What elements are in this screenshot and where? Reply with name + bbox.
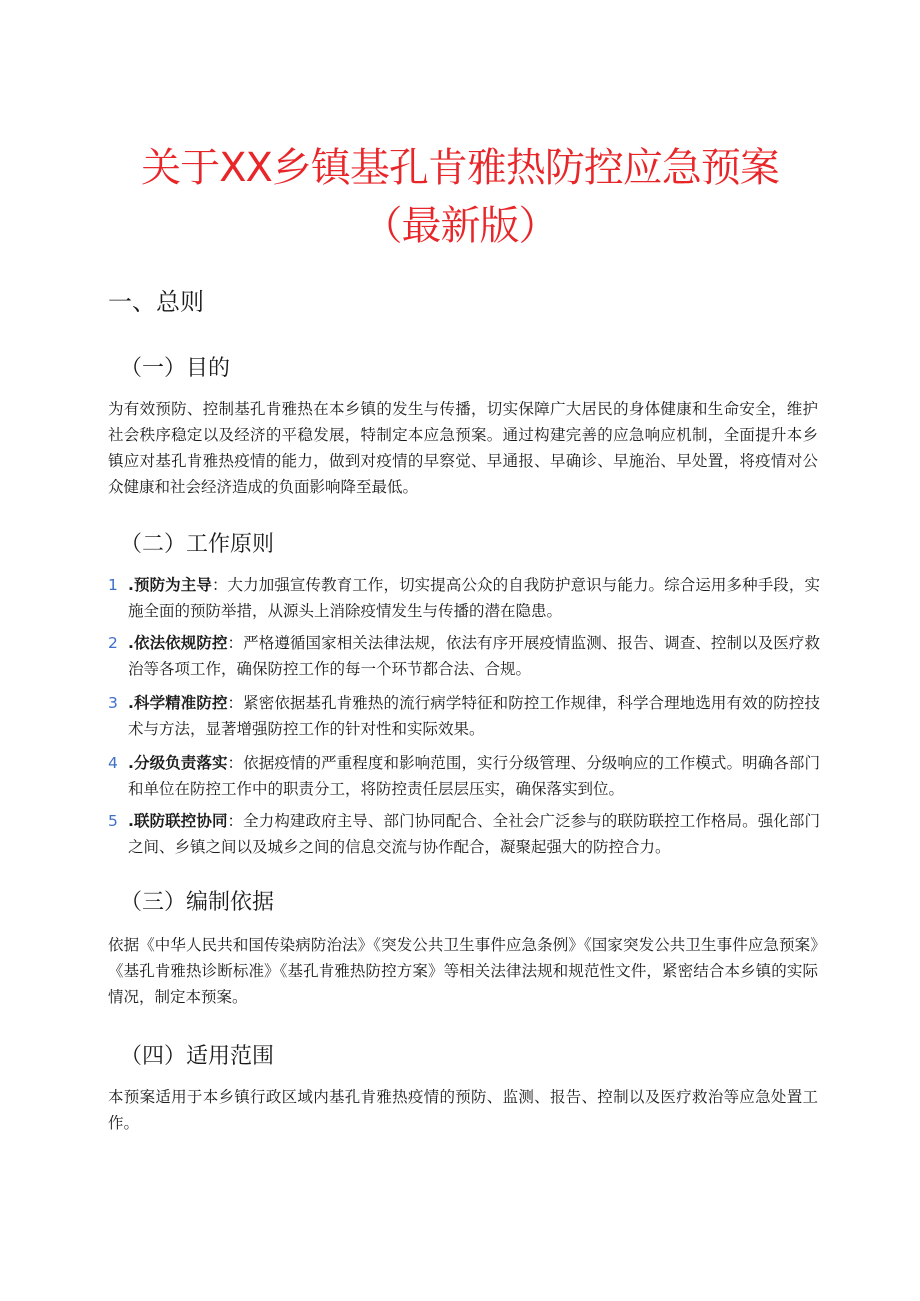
principle-item [108,750,820,802]
principle-text: ：依据疫情的严重程度和影响范围，实行分级管理、分级响应的工作模式。明确各部门和单位在防控工作中的职责分工，将防控责任层层压实，确保落实到位。 [128,754,820,798]
subheading-principles: （二）工作原则 [120,532,275,557]
subheading-purpose: （一）目的 [120,356,231,381]
document-subtitle: （最新版） [362,203,558,249]
list-number: 3 [108,694,118,712]
principle-text: ：严格遵循国家相关法律法规，依法有序开展疫情监测、报告、调查、控制以及医疗救治等各项工作，确保防控工作的每一个环节都合法、合规。 [128,634,820,678]
principle-item [108,572,820,624]
section-heading-general: 一、总则 [108,288,204,316]
document-title: 关于XX乡镇基孔肯雅热防控应急预案 [141,145,779,191]
principle-lead: .依法依规防控 [128,634,228,652]
principle-lead: .分级负责落实 [128,754,228,772]
list-number: 1 [108,576,118,594]
principle-lead: .科学精准防控 [128,694,228,712]
principle-lead: .联防联控协同 [128,812,228,830]
subheading-basis: （三）编制依据 [120,890,275,915]
principle-lead: .预防为主导 [128,576,212,594]
list-number: 4 [108,754,118,772]
list-number: 5 [108,812,118,830]
principle-item [108,808,820,860]
paragraph-purpose: 为有效预防、控制基孔肯雅热在本乡镇的发生与传播，切实保障广大居民的身体健康和生命安全，维护社会秩序稳定以及经济的平稳发展，特制定本应急预案。通过构建完善的应急响应机制，全面提升本乡镇应对基孔肯雅热疫情的能力，做到对疫情的早察觉、早通报、早确诊、早施治、早处置，将疫情对公众健康和社会经济造成的负面影响降至最低。 [108,400,818,496]
paragraph-scope: 本预案适用于本乡镇行政区域内基孔肯雅热疫情的预防、监测、报告、控制以及医疗救治等应急处置工作。 [108,1088,818,1132]
subheading-scope: （四）适用范围 [120,1044,275,1069]
paragraph-basis: 依据《中华人民共和国传染病防治法》《突发公共卫生事件应急条例》《国家突发公共卫生事件应急预案》《基孔肯雅热诊断标准》《基孔肯雅热防控方案》等相关法律法规和规范性文件，紧密结合本乡镇的实际情况，制定本预案。 [108,936,818,1006]
principle-item [108,690,820,742]
principle-item [108,630,820,682]
list-number: 2 [108,634,118,652]
principle-text: ：大力加强宣传教育工作，切实提高公众的自我防护意识与能力。综合运用多种手段，实施全面的预防举措，从源头上消除疫情发生与传播的潜在隐患。 [128,576,820,620]
principle-text: ：紧密依据基孔肯雅热的流行病学特征和防控工作规律，科学合理地选用有效的防控技术与方法，显著增强防控工作的针对性和实际效果。 [128,694,820,738]
principle-text: ：全力构建政府主导、部门协同配合、全社会广泛参与的联防联控工作格局。强化部门之间、乡镇之间以及城乡之间的信息交流与协作配合，凝聚起强大的防控合力。 [128,812,820,856]
